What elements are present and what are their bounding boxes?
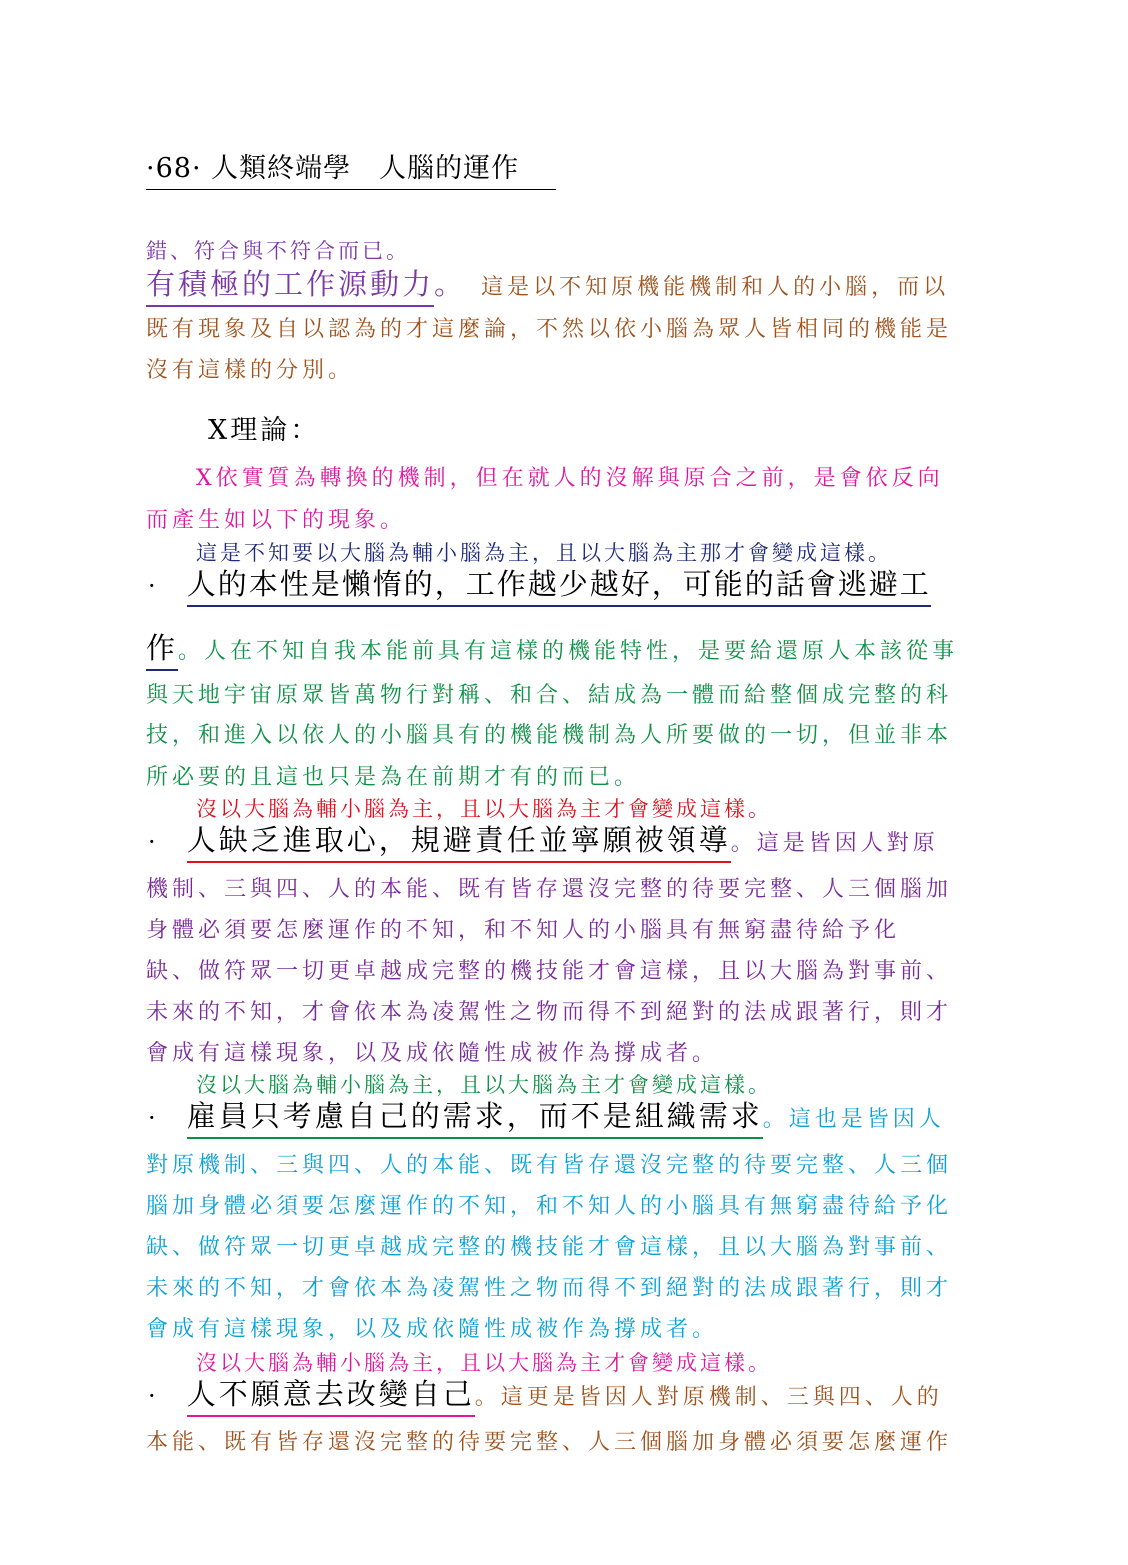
sec0-headline-end: 。	[434, 267, 467, 301]
x-theory-heading: X理論：	[208, 415, 321, 446]
item2-headline-row	[148, 818, 939, 863]
item3-line3: 腦加身體必須要怎麼運作的不知，和不知人的小腦具有無窮盡待給予化	[146, 1194, 953, 1219]
item4-line1-rest: 。這更是皆因人對原機制、三與四、人的	[474, 1385, 943, 1410]
top-note: 錯、符合與不符合而已。	[146, 239, 410, 263]
item3-line4: 缺、做符眾一切更卓越成完整的機技能才會這樣，且以大腦為對事前、	[146, 1235, 953, 1260]
item3-headline: 雇員只考慮自己的需求，而不是組織需求	[187, 1094, 763, 1139]
item1-line4: 所必要的且這也只是為在前期才有的而已。	[146, 765, 641, 790]
sec0-line1	[146, 262, 949, 307]
item2-bullet: ·	[148, 828, 156, 856]
item4-bullet: ·	[148, 1382, 156, 1410]
item3-line2: 對原機制、三與四、人的本能、既有皆存還沒完整的待要完整、人三個	[146, 1153, 953, 1178]
item1-headline-row	[148, 562, 931, 607]
item4-line2: 本能、既有皆存還沒完整的待要完整、人三個腦加身體必須要怎麼運作	[146, 1430, 953, 1455]
sec0-headline: 有積極的工作源動力	[146, 262, 434, 307]
item2-line6: 會成有這樣現象，以及成依隨性成被作為撐成者。	[146, 1041, 719, 1066]
item2-line2: 機制、三與四、人的本能、既有皆存還沒完整的待要完整、人三個腦加	[146, 877, 953, 902]
item2-note: 沒以大腦為輔小腦為主，且以大腦為主才會變成這樣。	[196, 797, 772, 821]
item4-headline-row	[148, 1372, 943, 1417]
item1-line3: 技，和進入以依人的小腦具有的機能機制為人所要做的一切，但並非本	[146, 723, 953, 748]
item3-line5: 未來的不知，才會依本為凌駕性之物而得不到絕對的法成跟著行，則才	[146, 1276, 953, 1301]
sec0-line1-rest: 這是以不知原機能機制和人的小腦，而以	[481, 275, 950, 300]
item1-headline-cont: 作	[146, 626, 178, 671]
item2-line3: 身體必須要怎麼運作的不知，和不知人的小腦具有無窮盡待給予化	[146, 918, 901, 943]
item3-headline-row	[148, 1094, 945, 1139]
item4-note: 沒以大腦為輔小腦為主，且以大腦為主才會變成這樣。	[196, 1351, 772, 1375]
item3-line6: 會成有這樣現象，以及成依隨性成被作為撐成者。	[146, 1317, 719, 1342]
item2-line4: 缺、做符眾一切更卓越成完整的機技能才會這樣，且以大腦為對事前、	[146, 959, 953, 984]
item3-line1-rest: 。這也是皆因人	[762, 1107, 945, 1132]
item3-note: 沒以大腦為輔小腦為主，且以大腦為主才會變成這樣。	[196, 1073, 772, 1097]
x-theory-line2: 而產生如以下的現象。	[146, 508, 407, 533]
item1-line1-rest: 。人在不知自我本能前具有這樣的機能特性，是要給還原人本該從事	[178, 639, 959, 664]
item1-note: 這是不知要以大腦為輔小腦為主，且以大腦為主那才會變成這樣。	[196, 541, 892, 565]
x-theory-line1: X依實質為轉換的機制，但在就人的沒解與原合之前，是會依反向	[196, 466, 944, 491]
item1-bullet: ·	[148, 572, 156, 600]
item2-line5: 未來的不知，才會依本為凌駕性之物而得不到絕對的法成跟著行，則才	[146, 1000, 953, 1025]
sec0-line3: 沒有這樣的分別。	[146, 358, 355, 383]
item2-line1-rest: 。這是皆因人對原	[730, 831, 939, 856]
item2-headline: 人缺乏進取心，規避責任並寧願被領導	[187, 818, 731, 863]
sec0-line2: 既有現象及自以認為的才這麼論，不然以依小腦為眾人皆相同的機能是	[146, 317, 953, 342]
item3-bullet: ·	[148, 1104, 156, 1132]
item4-headline: 人不願意去改變自己	[187, 1372, 475, 1417]
item1-headline: 人的本性是懶惰的，工作越少越好，可能的話會逃避工	[187, 562, 931, 607]
item1-line2: 與天地宇宙原眾皆萬物行對稱、和合、結成為一體而給整個成完整的科	[146, 683, 953, 708]
page-header: ·68· 人類終端學 人腦的運作	[146, 146, 556, 190]
item1-line1	[146, 626, 958, 671]
